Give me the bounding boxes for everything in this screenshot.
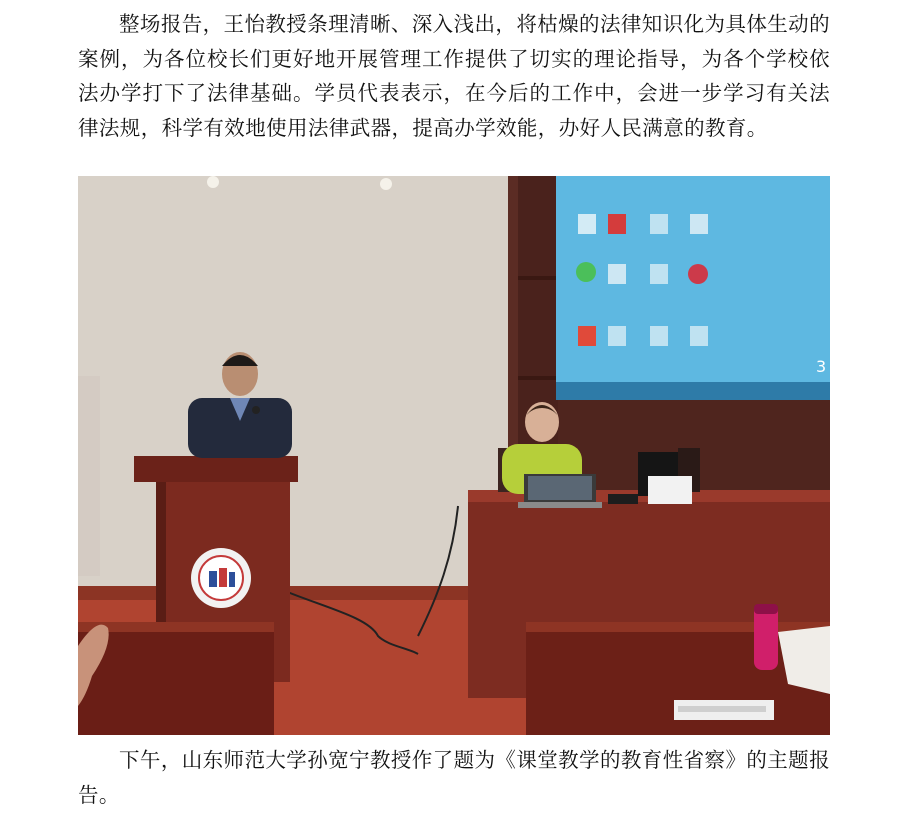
projection-screen bbox=[556, 176, 830, 400]
screen-clock: 3 bbox=[816, 357, 827, 376]
laptop bbox=[518, 474, 602, 508]
paragraph-afternoon: 下午，山东师范大学孙宽宁教授作了题为《课堂教学的教育性省察》的主题报告。 bbox=[78, 748, 830, 807]
paragraph-summary: 整场报告，王怡教授条理清晰、深入浅出，将枯燥的法律知识化为具体生动的案例，为各位校长们更好地开展管理工作提供了切实的理论指导，为各个学校依法办学打下了法律基础。学员代表表示，在今后的工作中，会进一步学习有关法律法规，科学有效地使用法律武器，提高办学效能，办好人民满意的教育。 bbox=[78, 12, 830, 140]
lecture-photo bbox=[78, 176, 830, 735]
